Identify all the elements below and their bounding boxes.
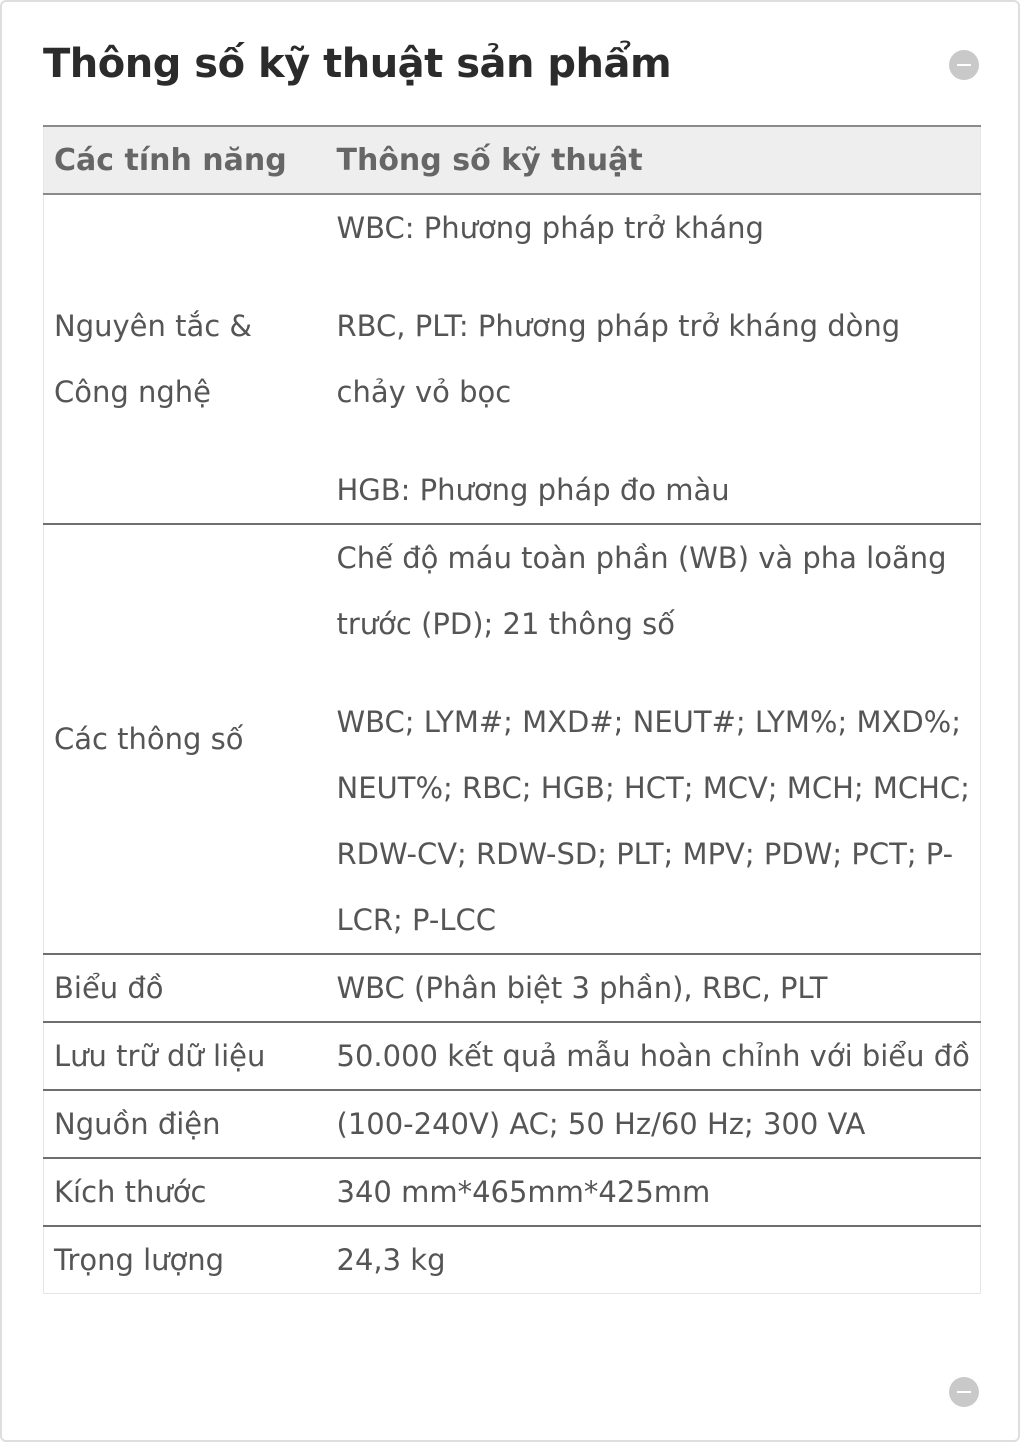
value-line: WBC: Phương pháp trở kháng: [336, 211, 764, 245]
table-row: [44, 1158, 981, 1226]
table-row: [44, 524, 981, 954]
section-title: Thông số kỹ thuật sản phẩm: [43, 41, 672, 87]
value-line: WBC; LYM#; MXD#; NEUT#; LYM%; MXD%; NEUT%; RBC; HGB; HCT; MCV; MCH; MCHC; RDW-CV; RDW-SD; PLT; MPV; PDW; PCT; P-LCR; P-LCC: [336, 705, 970, 937]
table-row: [44, 1090, 981, 1158]
row-feature: Kích thước: [44, 1158, 327, 1226]
row-value: 50.000 kết quả mẫu hoàn chỉnh với biểu đồ: [327, 1022, 981, 1090]
table-row: [44, 1226, 981, 1294]
table-row: [44, 954, 981, 1022]
table-header-row: [44, 126, 981, 194]
value-line: Chế độ máu toàn phần (WB) và pha loãng trước (PD); 21 thông số: [336, 541, 947, 641]
row-value: 340 mm*465mm*425mm: [327, 1158, 981, 1226]
header-specs: Thông số kỹ thuật: [327, 126, 981, 194]
row-feature: Biểu đồ: [44, 954, 327, 1022]
row-feature: Lưu trữ dữ liệu: [44, 1022, 327, 1090]
table-row: [44, 1022, 981, 1090]
row-feature: Các thông số: [44, 524, 327, 954]
value-line: HGB: Phương pháp đo màu: [336, 473, 730, 507]
row-feature: Nguồn điện: [44, 1090, 327, 1158]
header-features: Các tính năng: [44, 126, 327, 194]
collapse-top-minus-circle-icon[interactable]: [949, 50, 979, 80]
row-value: [327, 524, 981, 954]
spec-table: [43, 125, 981, 1294]
row-value: WBC (Phân biệt 3 phần), RBC, PLT: [327, 954, 981, 1022]
row-feature: Trọng lượng: [44, 1226, 327, 1294]
row-value: 24,3 kg: [327, 1226, 981, 1294]
row-value: (100-240V) AC; 50 Hz/60 Hz; 300 VA: [327, 1090, 981, 1158]
row-value: [327, 194, 981, 524]
table-row: [44, 194, 981, 524]
collapse-bottom-minus-circle-icon[interactable]: [949, 1377, 979, 1407]
row-feature: Nguyên tắc & Công nghệ: [44, 194, 327, 524]
value-line: RBC, PLT: Phương pháp trở kháng dòng chảy vỏ bọc: [336, 309, 901, 409]
